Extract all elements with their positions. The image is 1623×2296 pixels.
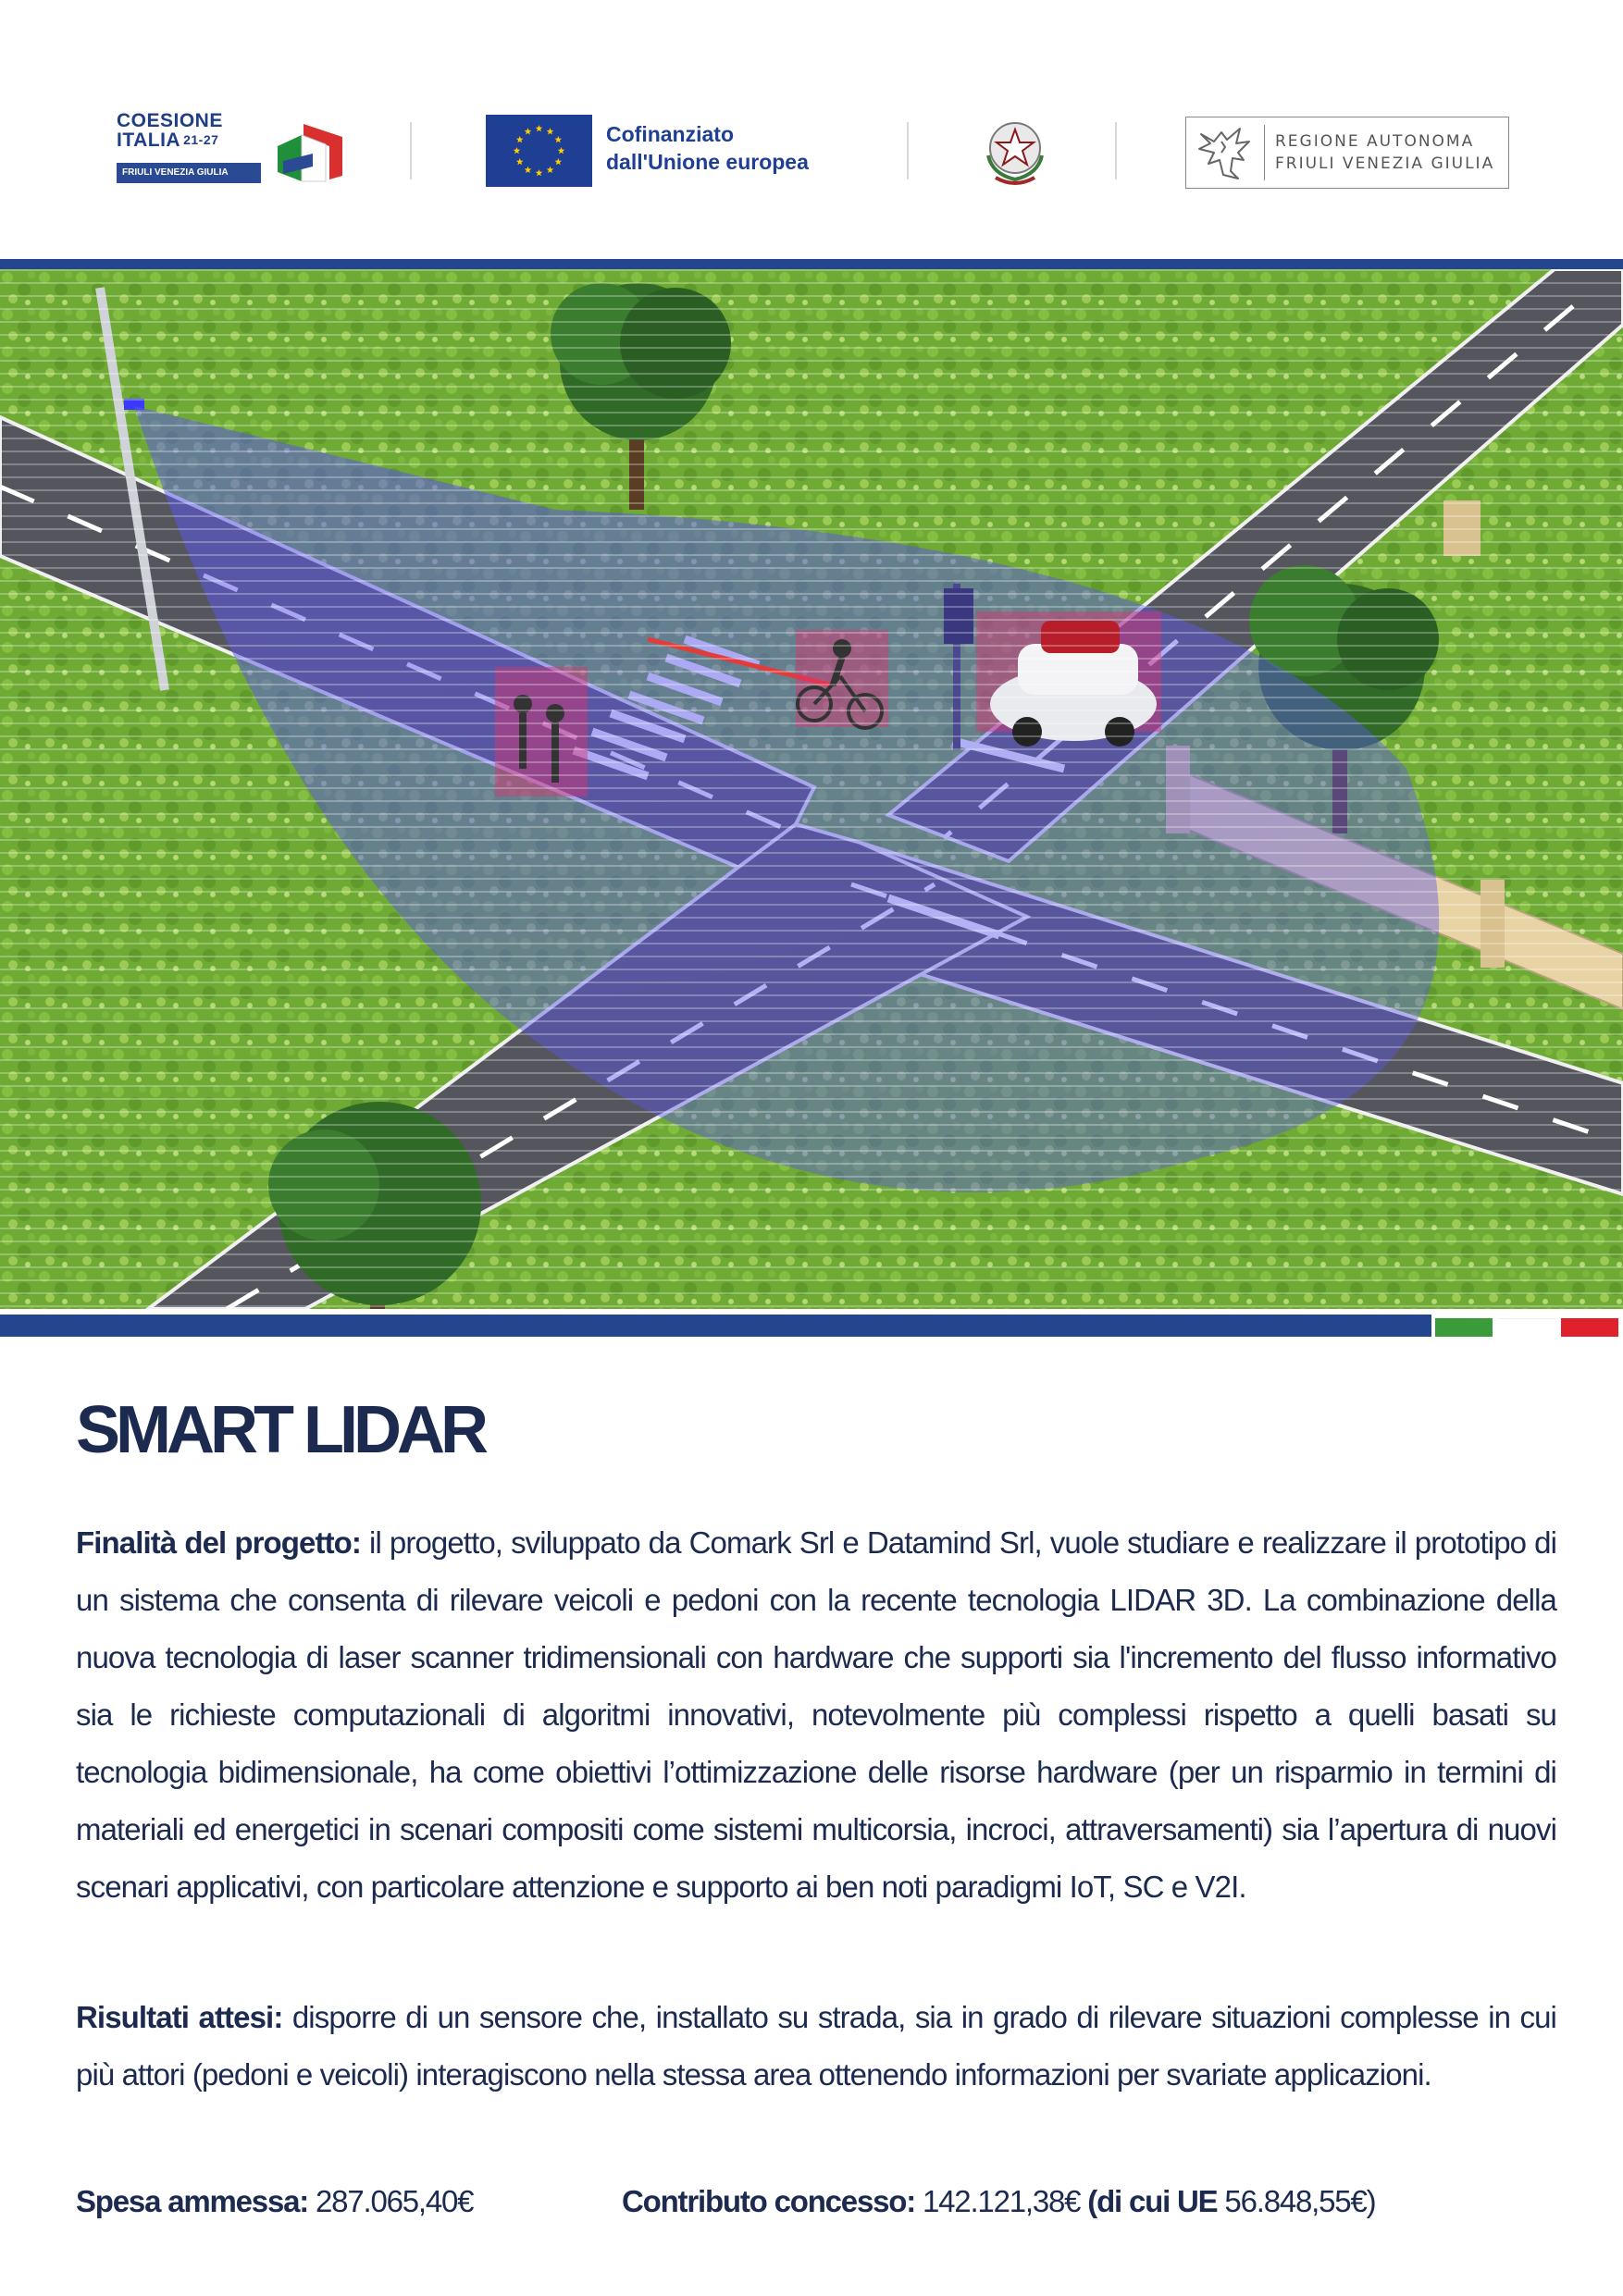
risultati-text: disporre di un sensore che, installato su strada, sia in grado di rilevare situazioni complesse in cui più attori (pedoni e veicoli) interagiscono nella stessa area ottenendo informazioni per svariate applicazioni. [76, 2000, 1556, 2092]
finalita-paragraph [76, 1514, 1556, 1916]
hero-bottom-band [0, 1315, 1431, 1337]
header-divider [1115, 122, 1117, 179]
coesione-italia-logo [117, 109, 348, 192]
eu-flag-icon [486, 115, 592, 187]
coesione-mark-icon [265, 109, 348, 192]
flag-red-stripe [1561, 1318, 1618, 1337]
spesa-label: Spesa ammessa: [76, 2184, 309, 2218]
coesione-region-bar: FRIULI VENEZIA GIULIA [117, 163, 261, 183]
scanline-overlay [0, 269, 1623, 1309]
flag-white-stripe [1498, 1318, 1555, 1337]
contributo-value: 142.121,38€ [915, 2184, 1081, 2218]
flag-green-stripe [1435, 1318, 1493, 1337]
fvg-line2: FRIULI VENEZIA GIULIA [1275, 154, 1495, 173]
contributo-ue-label: (di cui UE [1080, 2184, 1218, 2218]
contributo-ue-value: 56.848,55€) [1217, 2184, 1376, 2218]
eu-logo-text [606, 120, 809, 176]
eagle-icon [1194, 123, 1258, 182]
eu-line2: dall'Unione europea [606, 150, 809, 174]
italian-republic-emblem-icon [979, 113, 1051, 189]
risultati-paragraph [76, 1989, 1556, 2104]
fvg-line1: REGIONE AUTONOMA [1275, 132, 1475, 151]
finalita-text: il progetto, sviluppato da Comark Srl e Datamind Srl, vuole studiare e realizzare il prototipo di un sistema che consenta di rilevare veicoli e pedoni con la recente tecnologia LIDAR 3D. La combinazione della nuova tecnologia di laser scanner tridimensionali con hardware che supporti sia l'incremento del flusso informativo sia le richieste computazionali di algoritmi innovativi, notevolmente più complessi rispetto a quelli basati su tecnologia bidimensionale, ha come obiettivi l’ottimizzazione delle risorse hardware (per un risparmio in termini di materiali ed energetici in scenari compositi come sistemi multicorsia, incroci, attraversamenti) sia l’apertura di nuovi scenari applicativi, con particolare attenzione e supporto ai ben noti paradigmi IoT, SC e V2I. [76, 1525, 1557, 1904]
hero-illustration [0, 269, 1623, 1309]
coesione-line2: ITALIA [117, 130, 181, 151]
coesione-logo-text [117, 111, 223, 150]
coesione-line1: COESIONE [117, 110, 223, 131]
lidar-intersection-illustration [0, 269, 1623, 1309]
spesa-ammessa [76, 2179, 473, 2225]
finalita-label: Finalità del progetto: [76, 1525, 362, 1560]
fvg-logo-separator [1264, 125, 1265, 180]
spesa-value: 287.065,40€ [308, 2184, 474, 2218]
header-divider [410, 122, 412, 179]
hero-top-band [0, 259, 1623, 269]
header-logos [0, 0, 1623, 259]
header-divider [907, 122, 909, 179]
funding-row [76, 2179, 1556, 2225]
contributo-concesso [622, 2179, 1375, 2225]
contributo-label: Contributo concesso: [622, 2184, 916, 2218]
regione-fvg-logo [1185, 117, 1509, 189]
eu-cofinanced-logo [486, 113, 856, 191]
fvg-logo-text [1275, 130, 1494, 175]
risultati-label: Risultati attesi: [76, 2000, 283, 2034]
coesione-years: 21-27 [183, 132, 219, 147]
page-title: SMART LIDAR [76, 1393, 484, 1467]
eu-line1: Cofinanziato [606, 122, 734, 146]
